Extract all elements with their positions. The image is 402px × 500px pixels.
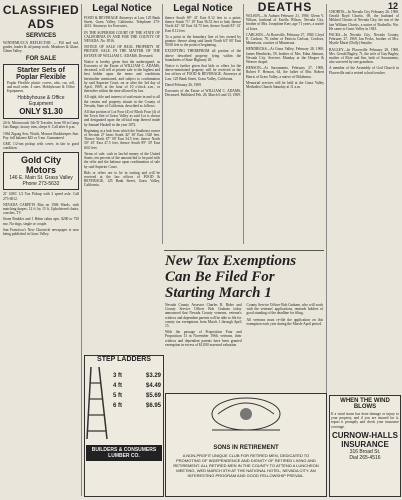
legal-notice-title: Legal Notice	[173, 3, 233, 14]
column-divider	[81, 4, 82, 496]
wind-title: WHEN THE WIND BLOWS	[340, 398, 390, 410]
classified-title: CLASSIFIED ADS	[2, 3, 80, 31]
legal-paragraph: thence South 69° 41' East 8.12 feet to a point; thence South 71° 10' East 56.52 feet to hub; thence North 42° 36' East 54.73 feet; thence South 83° 41' East 8.12 feet.	[165, 16, 241, 33]
insurance-name: CURNOW-HALLS INSURANCE	[331, 430, 399, 449]
deaths-column	[245, 0, 325, 250]
legal-paragraph: To a point in the boundary line of lots owned by grantor; thence along said lands North 63° 00' East 50.00 feet to the point of beginning.	[165, 34, 241, 48]
legal-paragraph: Notice is further given that bids or offers for the above-mentioned property will be received at the law offices of FOOD & BEVERAGE, Attorneys at Law, 125 Bank Street, Grass Valley, California.	[165, 64, 241, 81]
legal-paragraph: FOOD & BEVERAGE Attorneys at Law. 125 Bank Street, Grass Valley, California. Telephone 273-4413. Attorneys for Executrix.	[84, 16, 160, 29]
tax-col-1	[164, 303, 243, 349]
classified-paragraph: 1964 Zigzag Sew, Watch, Monroe Bookkeeper. Sun. Pay. full balance $25 or 5 mo. Guaranteed.	[3, 131, 79, 140]
obituary: BAGLEY—In Placerville February 28, 1969, Mrs. Gerald Bagley, 71, the wife of Guy Bagley, mother of Elsie and Jim, both of Sacramento, also survived by one grandson.	[329, 47, 399, 65]
legal-paragraph: NOTICE OF SALE OF REAL PROPERTY AT PRIVATE SALE. IN THE MATTER OF THE ESTATE OF WILLIAM C. ADAMS, Deceased.	[84, 45, 160, 58]
insurance-ad	[329, 395, 401, 497]
column-divider	[243, 4, 244, 244]
tax-paragraph: With the passage of Proposition Four and Proposition 13 in November 1966, veterans, their widows and dependent parents have been granted exemption in excess of $1,000 assessed valuation.	[165, 330, 242, 347]
death-notice: HENSON—At Sacramento, February 27, 1969, Robert F. Henson, 64, the father of Mrs. Robert Harris of Grass Valley, a native of Oklahoma.	[246, 66, 324, 79]
legal-paragraph: Notice is hereby given that the undersigned, as Executrix of the Estate of WILLIAM C. ADAMS, deceased, will sell at private sale to the highest and best bidder upon the terms and conditions hereinafter mentioned, and subject to confirmation by said Superior Court, on or after the 3rd day of April, 1969, at the hour of 10 o'clock a.m., or thereafter within the time allowed by law.	[84, 59, 160, 94]
ladder-row: 4 ft $4.49	[113, 383, 161, 389]
column-divider	[162, 4, 163, 244]
sons-emblem-icon	[166, 394, 326, 438]
obituary: A member of the Assembly of God Church in Placerville and a retired school teacher.	[329, 66, 399, 75]
legal-paragraph: Beginning at a hub from which the Southeast corner of Section 27 bears South 42° 30' East 1320 feet. Thence North 67° 00' East 54.5 feet; thence North 50° 45' East 47.5 feet; thence South 89° 30' East 60.0 feet.	[84, 128, 160, 150]
classified-paragraph: 21' GMC 1/2 Ton Pickup with 2 speed axle. Call 273-6012.	[3, 192, 79, 201]
right-column	[328, 0, 400, 77]
legal-paragraph: All right, title and interest of said estate in and to all the certain real property situate in the County of Nevada, State of California, described as follows:	[84, 95, 160, 108]
death-notice: CARLSON—At Roseville, February 27, 1969, Lloyd E. Carlson, 78, father of Patricia Carlson, Cordova, Minnesota, a native of Minnesota.	[246, 32, 324, 46]
legal-paragraph: IN THE SUPERIOR COURT OF THE STATE OF CALIFORNIA IN AND FOR THE COUNTY OF NEVADA. No. 8516.	[84, 30, 160, 44]
obituary: PACKS—In Nevada City, Nevada County, February 27, 1969, Ian Pecks, brother of Mrs. Myrtle Marie (Dolly) Smythe.	[329, 33, 399, 46]
tax-body	[164, 303, 324, 349]
legal-paragraph: Executrix of the Estate of WILLIAM C. ADAMS, Deceased. Published Feb. 26, March 6 and 13, 1969.	[165, 89, 241, 98]
starter-sets-ad	[3, 64, 79, 120]
step-ladder-ad	[84, 355, 164, 497]
gold-city-motors-title: Gold City Motors	[21, 155, 61, 176]
for-sale-title: FOR SALE	[25, 55, 57, 62]
tax-paragraph: All veterans must re-file the application on this exemption each year during the March-April period.	[246, 317, 323, 326]
classified-paragraph: Poplar Flexible plastic covers, tabs, cut, roll, and mail order. 4 sizes. Hobbyhouse & Office Equipment.	[7, 80, 75, 94]
ladder-icon	[85, 363, 111, 443]
ladder-price-list	[111, 363, 163, 443]
page-number: 12	[387, 1, 398, 11]
ladder-row: 5 ft $5.69	[113, 393, 161, 399]
gold-city-motors-address: 146 E. Main St. Grass Valley Phone 273-5632	[9, 175, 73, 188]
legal-paragraph: Bids or offers are to be in writing and will be received at the law offices of FOOD & BEVERAGE, 125 Bank Street, Grass Valley, California.	[84, 170, 160, 188]
starter-sets-title: Starter Sets of Poplar Flexible	[16, 66, 66, 81]
sons-notice: A NON-PROFIT UNIQUE CLUB FOR RETIRED MEN, DEDICATED TO PROMOTING OF INDEPENDENCE AND DIGNITY OF RETIRED LIVING AND RETIREMENT. ALL RETIRED MEN IN THE COUNTY TO ATTEND A LUNCHEON MEETING, WED MARCH 5TH AT THE NATIONAL HOTEL, NEVADA CITY. AN INTERESTING PROGRAM AND GOOD FELLOWSHIP PREVAIL.	[173, 453, 319, 478]
tax-headline: New Tax Exemptions Can Be Filed For Starting March 1	[165, 253, 297, 301]
classified-paragraph: San Francisco's New Chronicle newspaper is now being published in Grass Valley.	[3, 227, 79, 237]
step-ladder-title: STEP LADDERS	[97, 356, 151, 363]
lumber-store-logo: BUILDERS & CONSUMERS LUMBER CO.	[86, 445, 162, 461]
legal-notice-column-2	[164, 0, 242, 250]
insurance-phone: Dial 265-4516	[349, 454, 381, 461]
legal-paragraph: Terms of sale: cash in lawful money of the United States, ten percent of the amount bid to be paid with the offer and the balance upon confirmation of sale by said Superior Court.	[84, 151, 160, 169]
sons-in-retirement-ad	[165, 393, 327, 497]
classified-column	[2, 0, 80, 238]
classified-paragraph: 24-ft. Motorcoach 5th-TI Traveler, from 90 in Camp Gas Range, luxury trim, sleeps 6. Call after 6 p.m.	[3, 121, 79, 130]
tax-article	[164, 250, 324, 349]
legal-paragraph: All that portion of Lot Four (4) of Block Four (4) of the Town Site of Grass Valley as said Lot is shown and designated upon the official map thereof made by Samuel Haskell in the year 1872.	[84, 110, 160, 127]
ladder-row: 3 ft $3.29	[113, 373, 161, 379]
starter-sets-price: ONLY $1.30	[19, 107, 63, 117]
legal-paragraph: EXCEPTING THEREFROM all portion of the above described property lying within the boundaries of State Highway 20.	[165, 49, 241, 62]
death-notice: HENDRICKS—At Grass Valley, February 28, 1969, James Hendricks, 59, brother of Mrs. Edna Johnson, Nevada City. Services Monday at the Hooper & Weaver chapel.	[246, 47, 324, 65]
classified-paragraph: NEVADA CARPETS Rita on 1906 Wards, with matching drapes, 12 ft. by 15 ft. Upholstered chairs, couches, TV.	[3, 202, 79, 216]
death-notice: Memorial services will be held at the Grass Valley Methodist Church Saturday at 11 a.m.	[246, 80, 324, 90]
tax-paragraph: County Service Officer Bob Graham, who will work with the veterans' applications, reminds holders of good standing of the deadline for filing.	[246, 303, 323, 316]
tax-col-2	[246, 303, 325, 349]
tax-paragraph: Nevada County Assessor Charles R. Rider and County Service Officer Bob Graham today announced that Nevada County veterans, veteran's widows and dependent parents will be able to file for county tax exemptions from March 1 through April 15.	[165, 303, 242, 329]
services-text: WINNEMUCCA REFLECTOR — Fill and sod, grader, loader & oil pump work. Meadows & Glaze, Glenn Valley.	[3, 41, 79, 54]
legal-paragraph: Dated February 26, 1969.	[165, 82, 202, 87]
services-title: SERVICES	[25, 33, 57, 39]
insurance-address: 316 Broad St.	[349, 448, 381, 455]
legal-notice-column	[83, 0, 161, 190]
classified-paragraph: Stone Boulder and 1 Bdrm cabin apts. $200 to 750 mo. No dogs, single or couple.	[3, 217, 79, 226]
classified-paragraph: GMC 1/2-ton pickup with cover, in fair to good condition.	[3, 142, 79, 151]
wind-text: If a wind storm has done damage or injury to your property, and if you are insured for it, report it promptly and check your insurance coverage.	[331, 412, 399, 429]
hobbyhouse-label: Hobbyhouse & Office Equipment	[17, 95, 65, 108]
legal-notice-title: Legal Notice	[92, 3, 152, 14]
ladder-row: 6 ft $6.95	[113, 403, 161, 409]
step-ladder-body	[85, 363, 163, 443]
deaths-title: DEATHS	[257, 0, 313, 14]
sons-title: SONS IN RETIREMENT	[213, 445, 279, 451]
gold-city-motors-ad	[3, 152, 79, 190]
death-notice: WILSON—At Auburn February 21, 1969, Glenn V. Wilson, husband of Estella Wilson, Nevada City, brother of Mrs. Josephine Kerr, age 71 years, a native of Iowa.	[246, 14, 324, 31]
obituary: CHORTIS—In Nevada City February 26, 1969, Gerald Boyd Chortis, 69, the husband of Mildred Chortis of Nevada City; the son of the late William Chortis, a native of Ruthville, Wn. He came to Grass Valley in 1943.	[329, 10, 399, 31]
